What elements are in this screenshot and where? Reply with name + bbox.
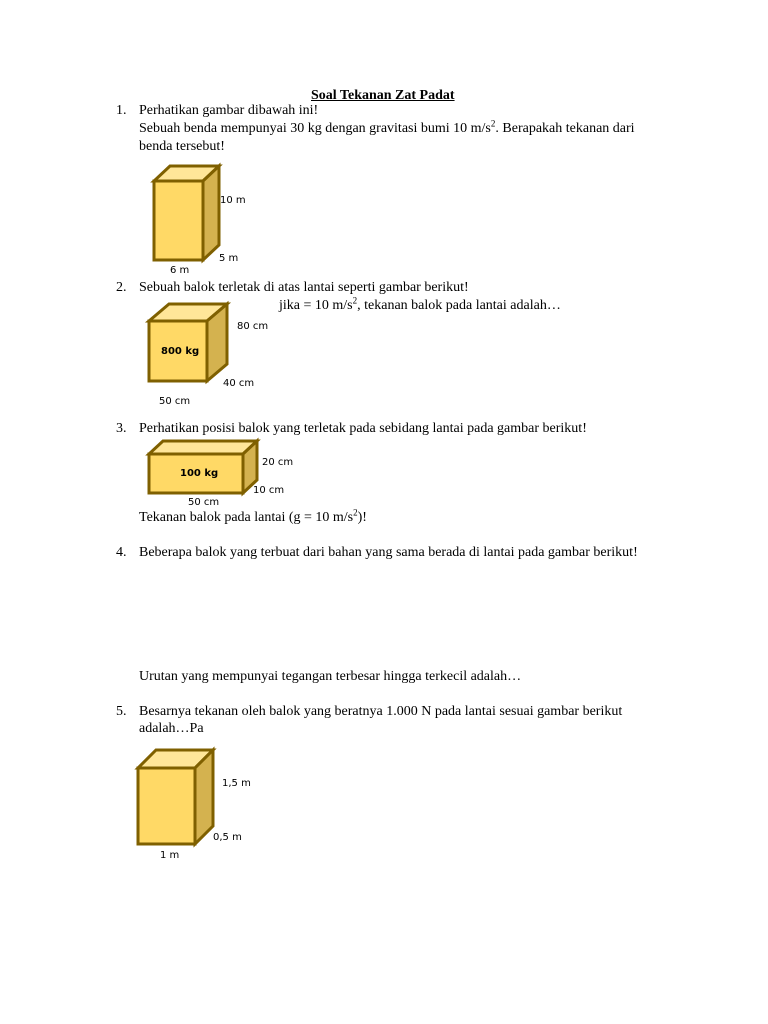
q1-line3: benda tersebut! bbox=[139, 139, 225, 154]
q4-line1: Beberapa balok yang terbuat dari bahan yang sama berada di lantai pada gambar berikut! bbox=[139, 545, 638, 560]
q3-mass-label: 100 kg bbox=[180, 468, 219, 479]
q3-width-label: 50 cm bbox=[188, 497, 220, 508]
q4-number: 4. bbox=[116, 545, 127, 560]
q5-depth-label: 0,5 m bbox=[213, 832, 242, 843]
q2-depth-label: 40 cm bbox=[223, 378, 255, 389]
q2-line2-text: jika = 10 m/s bbox=[279, 298, 353, 313]
q2-line1: Sebuah balok terletak di atas lantai seperti gambar berikut! bbox=[139, 280, 469, 295]
q2-width-label: 50 cm bbox=[159, 396, 191, 407]
q1-height-label: 10 m bbox=[220, 195, 246, 206]
q2-height-label: 80 cm bbox=[237, 321, 269, 332]
q3-height-label: 20 cm bbox=[262, 457, 294, 468]
q5-width-label: 1 m bbox=[160, 850, 180, 861]
q1-line2-text-b: . Berapakah tekanan dari bbox=[495, 121, 635, 136]
q3-line1: Perhatikan posisi balok yang terletak pada sebidang lantai pada gambar berikut! bbox=[139, 421, 587, 436]
q3-line2-sup: 2 bbox=[353, 507, 358, 518]
q1-line1: Perhatikan gambar dibawah ini! bbox=[139, 103, 319, 118]
q2-number: 2. bbox=[116, 280, 127, 295]
q2-line2-sup: 2 bbox=[352, 295, 358, 306]
q1-depth-label: 5 m bbox=[219, 253, 239, 264]
q3-line2-text-b: )! bbox=[357, 510, 367, 525]
q5-box-front bbox=[138, 768, 195, 844]
q1-line2-text: Sebuah benda mempunyai 30 kg dengan gravitasi bumi 10 m/s bbox=[139, 121, 491, 136]
q5-number: 5. bbox=[116, 704, 127, 719]
q5-box-side bbox=[195, 750, 213, 844]
q5-line2: adalah…Pa bbox=[139, 721, 204, 736]
q5-height-label: 1,5 m bbox=[222, 778, 251, 789]
q2-mass-label: 800 kg bbox=[161, 346, 200, 357]
q5-line1: Besarnya tekanan oleh balok yang beratnya 1.000 N pada lantai sesuai gambar berikut bbox=[139, 704, 623, 719]
q1-line2-sup: 2 bbox=[490, 118, 496, 129]
q3-depth-label: 10 cm bbox=[253, 485, 285, 496]
q3-number: 3. bbox=[116, 421, 127, 436]
page-title: Soal Tekanan Zat Padat bbox=[311, 88, 455, 103]
q2-line2-text-b: , tekanan balok pada lantai adalah… bbox=[357, 298, 561, 313]
q3-line2-text: Tekanan balok pada lantai (g = 10 m/s bbox=[139, 510, 354, 525]
q1-width-label: 6 m bbox=[170, 265, 190, 276]
q4-line2: Urutan yang mempunyai tegangan terbesar hingga terkecil adalah… bbox=[139, 669, 522, 684]
q1-number: 1. bbox=[116, 103, 127, 118]
